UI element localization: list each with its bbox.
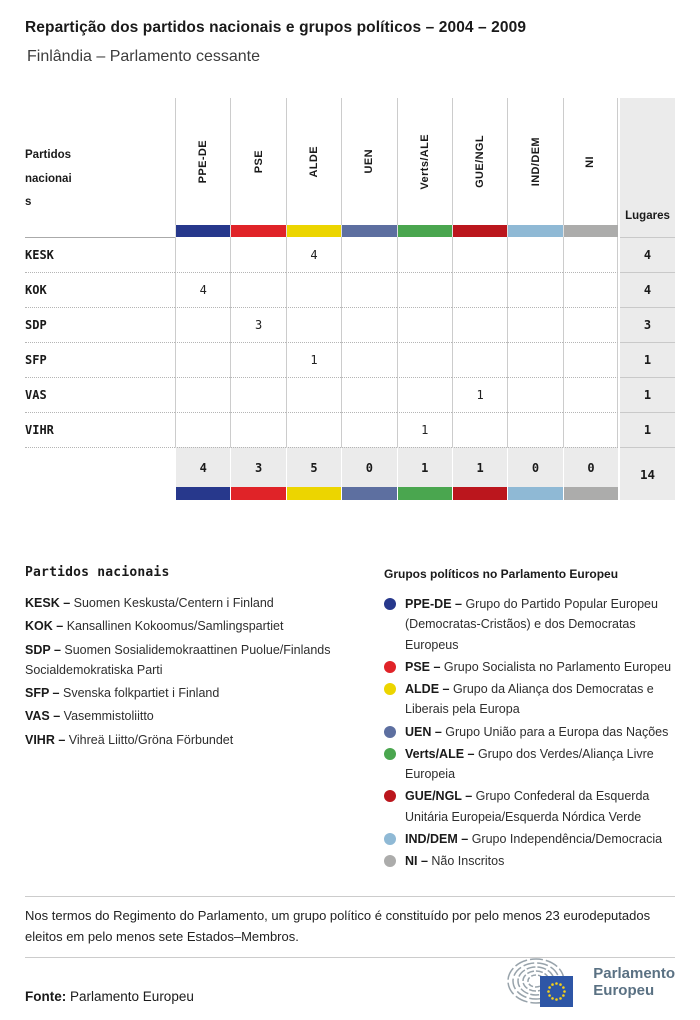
table-cell bbox=[230, 237, 285, 272]
group-color-bar-bottom bbox=[507, 487, 562, 500]
table-cell bbox=[175, 237, 230, 272]
ep-hemicycle-eu-flag-icon bbox=[503, 954, 585, 1010]
page-subtitle: Finlândia – Parlamento cessante bbox=[27, 48, 261, 65]
legend-item-text: Verts/ALE – Grupo dos Verdes/Aliança Livre Europeia bbox=[405, 746, 654, 781]
table-cell bbox=[175, 377, 230, 412]
table-cell bbox=[175, 342, 230, 377]
table-cell bbox=[452, 307, 507, 342]
table-cell bbox=[230, 377, 285, 412]
table-cell bbox=[452, 272, 507, 307]
seats-cell: 4 bbox=[620, 272, 675, 307]
table-cell bbox=[452, 342, 507, 377]
table-cell bbox=[341, 272, 396, 307]
group-color-bar-bottom bbox=[397, 487, 452, 500]
group-color-bar bbox=[452, 225, 507, 237]
legend-color-dot bbox=[384, 683, 396, 695]
legend-national-items bbox=[25, 593, 360, 750]
group-col-header bbox=[397, 98, 452, 225]
table-cell bbox=[452, 412, 507, 447]
legend-groups-heading: Grupos políticos no Parlamento Europeu bbox=[384, 567, 619, 581]
group-col-header bbox=[452, 98, 507, 225]
group-col-header-label: ALDE bbox=[307, 145, 320, 178]
group-total-cell: 1 bbox=[397, 447, 452, 487]
group-color-bar bbox=[230, 225, 285, 237]
seats-cell: 1 bbox=[620, 342, 675, 377]
group-col-header bbox=[175, 98, 230, 225]
table-cell bbox=[563, 342, 618, 377]
table-cell bbox=[397, 237, 452, 272]
group-col-header-label: IND/DEM bbox=[529, 136, 542, 187]
seats-cell: 1 bbox=[620, 412, 675, 447]
row-label: SDP bbox=[25, 307, 175, 342]
group-col-header-label: PPE-DE bbox=[197, 139, 210, 184]
group-total-cell: 5 bbox=[286, 447, 341, 487]
group-color-bar-bottom bbox=[563, 487, 618, 500]
table-cell bbox=[507, 342, 562, 377]
table-cell bbox=[286, 377, 341, 412]
group-total-cell: 0 bbox=[341, 447, 396, 487]
group-total-cell: 0 bbox=[563, 447, 618, 487]
table-cell bbox=[563, 272, 618, 307]
legend-item: KOK – Kansallinen Kokoomus/Samlingspartiet bbox=[25, 619, 284, 634]
group-col-header-label: Verts/ALE bbox=[418, 133, 431, 190]
table-cell bbox=[563, 377, 618, 412]
legend-item: VIHR – Vihreä Liitto/Gröna Förbundet bbox=[25, 732, 234, 747]
legend-national-heading: Partidos nacionais bbox=[25, 565, 170, 580]
legend-item bbox=[384, 851, 677, 871]
group-color-bar-bottom bbox=[452, 487, 507, 500]
table-cell bbox=[341, 342, 396, 377]
table-cell: 3 bbox=[230, 307, 285, 342]
legend-political-groups bbox=[384, 567, 677, 873]
table-cell bbox=[507, 237, 562, 272]
table-cell bbox=[563, 307, 618, 342]
footer bbox=[25, 952, 675, 1014]
legend-item: KESK – Suomen Keskusta/Centern i Finland bbox=[25, 596, 274, 610]
legend-color-dot bbox=[384, 833, 396, 845]
table-cell: 4 bbox=[175, 272, 230, 307]
seats-cell: 3 bbox=[620, 307, 675, 342]
table-cell bbox=[286, 272, 341, 307]
logo-line2: Europeu bbox=[593, 982, 655, 999]
table-cell: 1 bbox=[452, 377, 507, 412]
source-value: Parlamento Europeu bbox=[70, 989, 194, 1004]
legend-item-text: IND/DEM – Grupo Independência/Democracia bbox=[405, 831, 663, 846]
legend-groups-items bbox=[384, 594, 677, 871]
legend-national-parties bbox=[25, 565, 360, 753]
group-color-bar-bottom bbox=[230, 487, 285, 500]
group-color-bar-bottom bbox=[341, 487, 396, 500]
seats-cell: 1 bbox=[620, 377, 675, 412]
table-cell bbox=[397, 377, 452, 412]
legend-item: SDP – Suomen Sosialidemokraattinen Puolue/Finlands Socialdemokratiska Parti bbox=[25, 642, 331, 677]
group-color-bar bbox=[397, 225, 452, 237]
legend-item bbox=[384, 679, 677, 720]
table-cell bbox=[230, 272, 285, 307]
table-cell bbox=[563, 412, 618, 447]
row-label: SFP bbox=[25, 342, 175, 377]
legend-item bbox=[384, 722, 677, 742]
table-cell bbox=[452, 237, 507, 272]
row-label: VIHR bbox=[25, 412, 175, 447]
legend-color-dot bbox=[384, 855, 396, 867]
spacer-cell bbox=[25, 225, 175, 237]
table-cell bbox=[286, 307, 341, 342]
group-color-bar bbox=[507, 225, 562, 237]
group-col-header-label: UEN bbox=[363, 149, 376, 174]
spacer-cell bbox=[25, 447, 175, 487]
seats-column-header: Lugares bbox=[625, 210, 670, 222]
table-cell bbox=[507, 377, 562, 412]
table-cell: 1 bbox=[286, 342, 341, 377]
group-total-cell: 1 bbox=[452, 447, 507, 487]
legend-item bbox=[384, 744, 677, 785]
group-col-header bbox=[507, 98, 562, 225]
row-label: VAS bbox=[25, 377, 175, 412]
group-total-cell: 0 bbox=[507, 447, 562, 487]
source-line bbox=[25, 989, 194, 1004]
logo-line1: Parlamento bbox=[593, 964, 675, 982]
group-color-bar bbox=[563, 225, 618, 237]
page-title: Repartição dos partidos nacionais e grupos políticos – 2004 – 2009 bbox=[25, 19, 527, 36]
group-col-header bbox=[341, 98, 396, 225]
group-col-header-label: NI bbox=[584, 155, 597, 168]
legend-item bbox=[384, 829, 677, 849]
legend-item-text: NI – Não Inscritos bbox=[405, 854, 505, 868]
legend-color-dot bbox=[384, 726, 396, 738]
legend-item bbox=[384, 657, 677, 677]
group-col-header-label: PSE bbox=[252, 149, 265, 174]
seats-total-column bbox=[620, 98, 675, 500]
table-cell bbox=[230, 342, 285, 377]
legend-item bbox=[384, 594, 677, 655]
table-cell bbox=[397, 342, 452, 377]
spacer-cell bbox=[25, 487, 175, 500]
table-cell bbox=[286, 412, 341, 447]
seats-grand-total: 14 bbox=[620, 447, 675, 500]
table-cell bbox=[341, 412, 396, 447]
group-total-cell: 3 bbox=[230, 447, 285, 487]
legend-item: SFP – Svenska folkpartiet i Finland bbox=[25, 686, 220, 700]
source-label: Fonte: bbox=[25, 989, 67, 1004]
table-cell: 4 bbox=[286, 237, 341, 272]
row-header-label: Partidos nacionais bbox=[25, 149, 72, 209]
logo-wordmark bbox=[593, 965, 675, 1000]
table-cell bbox=[175, 412, 230, 447]
legend-color-dot bbox=[384, 661, 396, 673]
group-color-bar-bottom bbox=[286, 487, 341, 500]
legend-item-text: ALDE – Grupo da Aliança dos Democratas e Liberais pela Europa bbox=[405, 682, 654, 717]
table-cell bbox=[507, 272, 562, 307]
table-cell: 1 bbox=[397, 412, 452, 447]
group-total-cell: 4 bbox=[175, 447, 230, 487]
table-cell bbox=[397, 272, 452, 307]
legend-item bbox=[384, 786, 677, 827]
table-cell bbox=[507, 307, 562, 342]
group-col-header bbox=[286, 98, 341, 225]
table-cell bbox=[563, 237, 618, 272]
group-col-header-label: GUE/NGL bbox=[474, 135, 487, 188]
table-cell bbox=[341, 307, 396, 342]
table-cell bbox=[341, 377, 396, 412]
legend-item: VAS – Vasemmistoliitto bbox=[25, 709, 154, 724]
group-color-bar-bottom bbox=[175, 487, 230, 500]
table-cell bbox=[175, 307, 230, 342]
legend-color-dot bbox=[384, 748, 396, 760]
group-col-header bbox=[230, 98, 285, 225]
legend-item-text: PSE – Grupo Socialista no Parlamento Europeu bbox=[405, 659, 672, 674]
legend-item-text: PPE-DE – Grupo do Partido Popular Europeu (Democratas-Cristãos) e dos Democratas Europeus bbox=[405, 597, 658, 652]
table-cell bbox=[507, 412, 562, 447]
group-color-bar bbox=[175, 225, 230, 237]
legend-color-dot bbox=[384, 598, 396, 610]
seats-table bbox=[25, 98, 619, 500]
legend-item-text: UEN – Grupo União para a Europa das Nações bbox=[405, 724, 669, 739]
footnote: Nos termos do Regimento do Parlamento, um grupo político é constituído por pelo menos 23 eurodeputados eleitos em pelo menos sete Estados–Membros. bbox=[25, 896, 675, 958]
row-label: KESK bbox=[25, 237, 175, 272]
group-color-bar bbox=[286, 225, 341, 237]
legend-color-dot bbox=[384, 790, 396, 802]
european-parliament-logo bbox=[503, 954, 675, 1010]
group-col-header bbox=[563, 98, 618, 225]
table-cell bbox=[230, 412, 285, 447]
table-cell bbox=[341, 237, 396, 272]
legend-item-text: GUE/NGL – Grupo Confederal da Esquerda Unitária Europeia/Esquerda Nórdica Verde bbox=[405, 789, 650, 824]
row-label: KOK bbox=[25, 272, 175, 307]
group-color-bar bbox=[341, 225, 396, 237]
seats-cell: 4 bbox=[620, 237, 675, 272]
table-cell bbox=[397, 307, 452, 342]
